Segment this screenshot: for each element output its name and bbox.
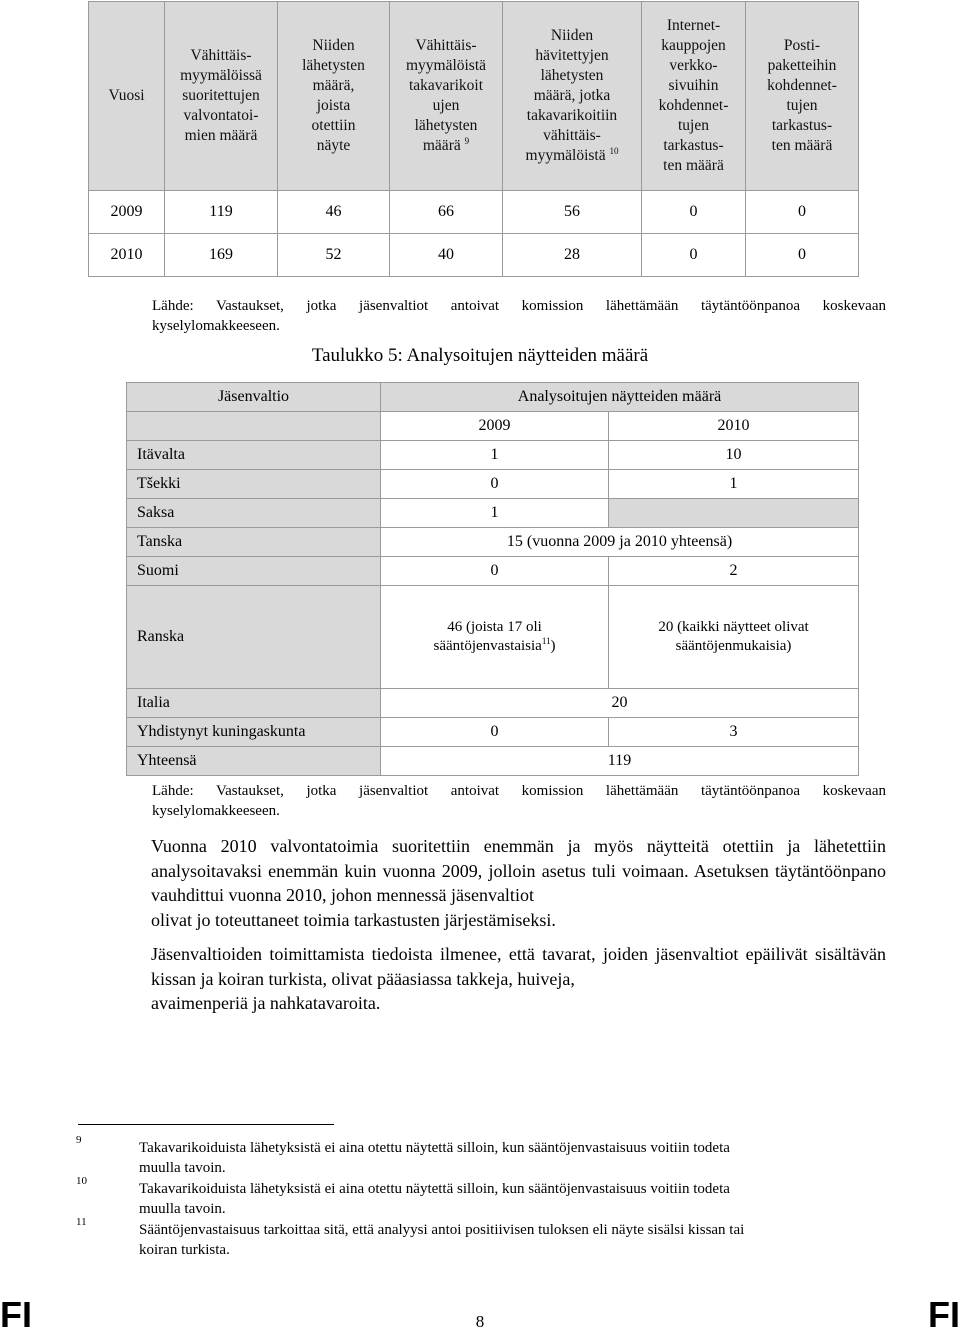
footnote-text: Sääntöjenvastaisuus tarkoittaa sitä, että analyysi antoi positiivisen tuloksen eli näyte sisälsi kissan tai koiran turkista. (139, 1222, 745, 1258)
row-label-total: Yhteensä (127, 747, 381, 776)
paragraph-1: Vuonna 2010 valvontatoimia suoritettiin enemmän ja myös näytteitä otettiin ja lähetettiin analysoitavaksi enemmän kuin vuonna 2009, jolloin asetus tuli voimaan. Asetuksen täytäntöönpano vauhdittui vuonna 2010, johon mennessä jäsenvaltiot olivat jo toteuttaneet toimia tarkastusten järjestämiseksi. (151, 836, 886, 930)
cell-year: 2009 (89, 191, 165, 234)
table-header-row (127, 383, 859, 412)
cell: 0 (642, 191, 746, 234)
cell-year: 2010 (89, 234, 165, 277)
cell: 1 (381, 499, 609, 528)
table-row (127, 557, 859, 586)
footnote-ref-11: 11 (541, 636, 551, 646)
table-row (127, 689, 859, 718)
row-label: Suomi (127, 557, 381, 586)
language-code-left: FI (0, 1294, 32, 1335)
table-row (127, 718, 859, 747)
paragraph-2: Jäsenvaltioiden toimittamista tiedoista ilmenee, että tavarat, joiden jäsenvaltiot epäilivät sisältävän kissan ja koiran turkista, olivat pääasiassa takkeja, huiveja, avaimenperiä ja nahkatavaroita. (151, 944, 886, 1013)
cell: 10 (609, 441, 859, 470)
cell: 119 (165, 191, 278, 234)
header-parcel-inspections: Posti- paketteihin kohdennet- tujen tarkastus- ten määrä (746, 2, 859, 191)
footnote-separator (78, 1124, 334, 1125)
header-inspections-count: Vähittäis- myymälöissä suoritettujen valvontatoi- mien määrä (165, 2, 278, 191)
cell: 46 (joista 17 oli sääntöjenvastaisia$^{11}$) (381, 586, 609, 689)
header-sampled-shipments: Niiden lähetysten määrä, joista otettiin näyte (278, 2, 390, 191)
cell-combined: 20 (381, 689, 859, 718)
row-label: Italia (127, 689, 381, 718)
header-internet-inspections: Internet- kauppojen verkko- sivuihin kohdennet- tujen tarkastus- ten määrä (642, 2, 746, 191)
cell: 66 (390, 191, 503, 234)
cell: 1 (609, 470, 859, 499)
footnote-text: Takavarikoiduista lähetyksistä ei aina otettu näytettä silloin, kun sääntöjenvastaisuus voitiin todeta muulla tavoin. (139, 1140, 730, 1176)
row-label: Saksa (127, 499, 381, 528)
table-row (127, 586, 859, 689)
cell: 0 (642, 234, 746, 277)
table-row (127, 747, 859, 776)
table5-source-note: Lähde: Vastaukset, jotka jäsenvaltiot antoivat komission lähettämään täytäntöönpanoa koskevaan kyselylomakkeeseen. (152, 783, 886, 819)
header-year: Vuosi (89, 2, 165, 191)
inspections-table (88, 1, 859, 277)
table-row (89, 234, 859, 277)
header-destroyed-shipments: Niiden hävitettyjen lähetysten määrä, jotka takavarikoitiin vähittäis- myymälöistä $^{10}$ (503, 2, 642, 191)
analysed-samples-table (126, 382, 859, 776)
header-blank (127, 412, 381, 441)
cell: 169 (165, 234, 278, 277)
table-row (127, 470, 859, 499)
cell: 2 (609, 557, 859, 586)
cell: 52 (278, 234, 390, 277)
cell: 28 (503, 234, 642, 277)
footnote-ref-9: 9 (464, 135, 470, 146)
language-code-right: FI (928, 1294, 960, 1335)
row-label: Tanska (127, 528, 381, 557)
row-label: Itävalta (127, 441, 381, 470)
footnote-text: Takavarikoiduista lähetyksistä ei aina otettu näytettä silloin, kun sääntöjenvastaisuus voitiin todeta muulla tavoin. (139, 1181, 730, 1217)
table1-source-note: Lähde: Vastaukset, jotka jäsenvaltiot antoivat komission lähettämään täytäntöönpanoa koskevaan kyselylomakkeeseen. (152, 298, 886, 334)
cell: 46 (278, 191, 390, 234)
cell: 0 (381, 470, 609, 499)
header-year-2009: 2009 (381, 412, 609, 441)
cell: 0 (381, 718, 609, 747)
table-header-row (127, 412, 859, 441)
footnote-number: 11 (76, 1216, 87, 1228)
cell-combined: 15 (vuonna 2009 ja 2010 yhteensä) (381, 528, 859, 557)
cell-empty (609, 499, 859, 528)
page-number: 8 (475, 1312, 485, 1331)
cell: 0 (381, 557, 609, 586)
cell: 0 (746, 234, 859, 277)
table-row (127, 499, 859, 528)
table-header-row (89, 2, 859, 191)
cell: 3 (609, 718, 859, 747)
footnote-number: 9 (76, 1134, 82, 1146)
header-analysed-samples: Analysoitujen näytteiden määrä (381, 383, 859, 412)
table-row (127, 441, 859, 470)
row-label: Tšekki (127, 470, 381, 499)
header-seized-shipments: Vähittäis- myymälöistä takavarikoit ujen lähetysten määrä $^9$ (390, 2, 503, 191)
cell: 20 (kaikki näytteet olivat sääntöjenmukaisia) (609, 586, 859, 689)
cell: 1 (381, 441, 609, 470)
header-year-2010: 2010 (609, 412, 859, 441)
cell-total: 119 (381, 747, 859, 776)
table5-title: Taulukko 5: Analysoitujen näytteiden määrä (311, 345, 649, 366)
cell: 56 (503, 191, 642, 234)
cell: 0 (746, 191, 859, 234)
footnote-ref-10: 10 (609, 145, 619, 156)
header-member-state: Jäsenvaltio (127, 383, 381, 412)
footnote-number: 10 (76, 1175, 87, 1187)
cell: 40 (390, 234, 503, 277)
row-label: Yhdistynyt kuningaskunta (127, 718, 381, 747)
row-label: Ranska (127, 586, 381, 689)
table-row (89, 191, 859, 234)
table-row (127, 528, 859, 557)
